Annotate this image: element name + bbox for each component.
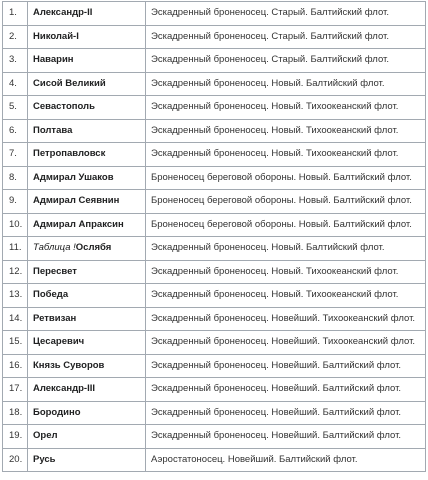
ship-name: Наварин (28, 49, 146, 73)
row-number: 13. (3, 284, 28, 308)
ships-table-body (3, 2, 426, 472)
ship-name: Ретвизан (28, 307, 146, 331)
ship-description: Эскадренный броненосец. Новый. Балтийский флот. (146, 237, 426, 261)
ship-name: Николай-I (28, 25, 146, 49)
table-row (3, 307, 426, 331)
ship-name: Александр-III (28, 378, 146, 402)
ship-name: Орел (28, 425, 146, 449)
table-row (3, 2, 426, 26)
ship-name: Русь (28, 448, 146, 472)
ship-name: Цесаревич (28, 331, 146, 355)
ship-description: Эскадренный броненосец. Новейший. Балтийский флот. (146, 378, 426, 402)
row-number: 3. (3, 49, 28, 73)
ship-name: Севастополь (28, 96, 146, 120)
ship-description: Броненосец береговой обороны. Новый. Балтийский флот. (146, 190, 426, 214)
row-number: 16. (3, 354, 28, 378)
table-row (3, 119, 426, 143)
ship-description: Аэростатоносец. Новейший. Балтийский флот. (146, 448, 426, 472)
row-number: 11. (3, 237, 28, 261)
row-number: 19. (3, 425, 28, 449)
ship-description: Эскадренный броненосец. Новейший. Тихоокеанский флот. (146, 331, 426, 355)
ship-description: Эскадренный броненосец. Новый. Тихоокеанский флот. (146, 96, 426, 120)
ship-description: Эскадренный броненосец. Новый. Тихоокеанский флот. (146, 119, 426, 143)
ship-description: Эскадренный броненосец. Старый. Балтийский флот. (146, 2, 426, 26)
table-row (3, 96, 426, 120)
ship-description: Эскадренный броненосец. Новый. Балтийский флот. (146, 72, 426, 96)
row-number: 20. (3, 448, 28, 472)
ship-description: Эскадренный броненосец. Новейший. Балтийский флот. (146, 401, 426, 425)
ship-description: Эскадренный броненосец. Новый. Тихоокеанский флот. (146, 260, 426, 284)
ship-name: Александр-II (28, 2, 146, 26)
ship-description: Эскадренный броненосец. Новейший. Балтийский флот. (146, 354, 426, 378)
table-row (3, 49, 426, 73)
ship-description: Эскадренный броненосец. Новейший. Балтийский флот. (146, 425, 426, 449)
ship-description: Эскадренный броненосец. Новый. Тихоокеанский флот. (146, 284, 426, 308)
table-row (3, 166, 426, 190)
row-number: 4. (3, 72, 28, 96)
ships-table (2, 1, 426, 472)
ship-name: Адмирал Ушаков (28, 166, 146, 190)
ship-name: Победа (28, 284, 146, 308)
row-number: 9. (3, 190, 28, 214)
table-row (3, 401, 426, 425)
row-number: 12. (3, 260, 28, 284)
table-row (3, 284, 426, 308)
row-number: 17. (3, 378, 28, 402)
ship-description: Эскадренный броненосец. Новейший. Тихоокеанский флот. (146, 307, 426, 331)
ship-name: Петропавловск (28, 143, 146, 167)
ship-name: Ослябя (75, 242, 112, 254)
ship-name: Пересвет (28, 260, 146, 284)
table-row (3, 331, 426, 355)
ship-description: Эскадренный броненосец. Старый. Балтийский флот. (146, 25, 426, 49)
row-number: 2. (3, 25, 28, 49)
row-number: 5. (3, 96, 28, 120)
table-row (3, 425, 426, 449)
row-number: 18. (3, 401, 28, 425)
ship-name: Бородино (28, 401, 146, 425)
table-caption-label: Таблица ! (33, 242, 76, 254)
ship-description: Эскадренный броненосец. Новый. Тихоокеанский флот. (146, 143, 426, 167)
row-number: 14. (3, 307, 28, 331)
ship-name: Адмирал Апраксин (28, 213, 146, 237)
ship-name: Сисой Великий (28, 72, 146, 96)
row-number: 7. (3, 143, 28, 167)
table-row (3, 354, 426, 378)
table-row (3, 143, 426, 167)
ship-name: Князь Суворов (28, 354, 146, 378)
table-row (3, 213, 426, 237)
ship-description: Броненосец береговой обороны. Новый. Балтийский флот. (146, 213, 426, 237)
ship-description: Эскадренный броненосец. Старый. Балтийский флот. (146, 49, 426, 73)
ship-description: Броненосец береговой обороны. Новый. Балтийский флот. (146, 166, 426, 190)
row-number: 6. (3, 119, 28, 143)
table-row (3, 237, 426, 261)
ship-name: Адмирал Сеявнин (28, 190, 146, 214)
ship-name-cell (28, 237, 146, 261)
row-number: 8. (3, 166, 28, 190)
row-number: 10. (3, 213, 28, 237)
table-row (3, 378, 426, 402)
row-number: 15. (3, 331, 28, 355)
table-row (3, 260, 426, 284)
table-row (3, 190, 426, 214)
table-row (3, 25, 426, 49)
table-row (3, 448, 426, 472)
table-row (3, 72, 426, 96)
row-number: 1. (3, 2, 28, 26)
ship-name: Полтава (28, 119, 146, 143)
